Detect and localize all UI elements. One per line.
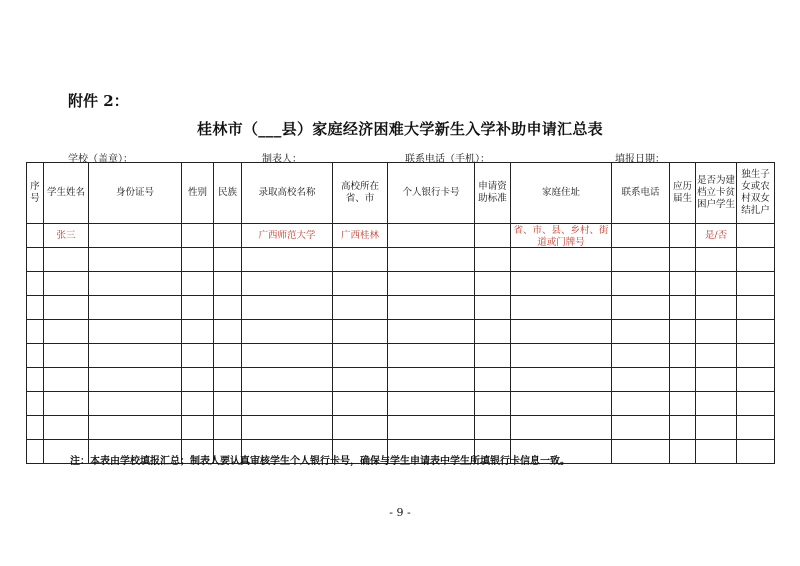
table-row bbox=[27, 392, 775, 416]
table-row bbox=[27, 320, 775, 344]
table-cell[interactable] bbox=[182, 344, 214, 368]
table-cell[interactable] bbox=[670, 224, 696, 248]
table-cell[interactable] bbox=[27, 272, 44, 296]
table-cell[interactable] bbox=[388, 248, 475, 272]
table-cell[interactable] bbox=[670, 296, 696, 320]
table-cell[interactable] bbox=[214, 296, 242, 320]
table-cell[interactable] bbox=[612, 440, 670, 464]
table-cell[interactable] bbox=[612, 272, 670, 296]
table-cell[interactable] bbox=[27, 440, 44, 464]
table-cell[interactable] bbox=[27, 368, 44, 392]
table-cell[interactable] bbox=[737, 272, 775, 296]
table-row bbox=[27, 344, 775, 368]
table-cell[interactable] bbox=[333, 416, 388, 440]
table-cell[interactable] bbox=[89, 392, 182, 416]
table-cell[interactable] bbox=[242, 416, 333, 440]
table-cell[interactable] bbox=[511, 416, 612, 440]
table-cell[interactable] bbox=[89, 344, 182, 368]
table-cell[interactable] bbox=[670, 416, 696, 440]
table-cell[interactable] bbox=[333, 344, 388, 368]
table-cell[interactable] bbox=[214, 368, 242, 392]
table-cell[interactable] bbox=[182, 368, 214, 392]
table-cell[interactable] bbox=[242, 296, 333, 320]
table-cell[interactable] bbox=[89, 224, 182, 248]
column-header: 高校所在省、市 bbox=[333, 163, 388, 224]
column-header: 应历届生 bbox=[670, 163, 696, 224]
table-cell[interactable] bbox=[612, 224, 670, 248]
table-cell[interactable] bbox=[388, 272, 475, 296]
table-cell[interactable] bbox=[182, 296, 214, 320]
table-row bbox=[27, 368, 775, 392]
table-cell[interactable] bbox=[44, 320, 89, 344]
table-cell[interactable] bbox=[696, 392, 737, 416]
table-cell[interactable] bbox=[333, 296, 388, 320]
table-cell[interactable] bbox=[670, 368, 696, 392]
table-cell[interactable] bbox=[670, 248, 696, 272]
column-header: 学生姓名 bbox=[44, 163, 89, 224]
table-cell[interactable] bbox=[27, 392, 44, 416]
table-cell[interactable] bbox=[214, 392, 242, 416]
column-header: 录取高校名称 bbox=[242, 163, 333, 224]
column-header: 是否为建档立卡贫困户学生 bbox=[696, 163, 737, 224]
table-note: 注：本表由学校填报汇总；制表人要认真审核学生个人银行卡号，确保与学生申请表中学生所填银行卡信息一致。 bbox=[70, 456, 570, 467]
table-cell[interactable] bbox=[388, 344, 475, 368]
table-cell[interactable] bbox=[44, 272, 89, 296]
table-cell[interactable] bbox=[44, 296, 89, 320]
table-header-row bbox=[27, 163, 775, 224]
table-cell[interactable] bbox=[182, 224, 214, 248]
table-cell[interactable] bbox=[475, 416, 511, 440]
table-cell[interactable] bbox=[182, 416, 214, 440]
table-cell[interactable] bbox=[475, 272, 511, 296]
table-cell[interactable] bbox=[696, 344, 737, 368]
table-cell[interactable] bbox=[333, 272, 388, 296]
table-cell[interactable] bbox=[242, 272, 333, 296]
table-cell[interactable] bbox=[612, 296, 670, 320]
table-cell[interactable] bbox=[475, 320, 511, 344]
preparer-label: 制表人： bbox=[262, 154, 302, 165]
table-cell[interactable] bbox=[214, 272, 242, 296]
table-cell[interactable] bbox=[242, 368, 333, 392]
table-cell[interactable]: 广西桂林 bbox=[333, 224, 388, 248]
table-cell[interactable] bbox=[612, 368, 670, 392]
table-cell[interactable] bbox=[670, 272, 696, 296]
column-header: 独生子女或农村双女结扎户 bbox=[737, 163, 775, 224]
table-cell[interactable] bbox=[242, 320, 333, 344]
summary-table bbox=[26, 162, 775, 464]
column-header: 身份证号 bbox=[89, 163, 182, 224]
table-row bbox=[27, 248, 775, 272]
table-cell[interactable] bbox=[182, 272, 214, 296]
table-cell[interactable] bbox=[388, 296, 475, 320]
table-cell[interactable] bbox=[388, 224, 475, 248]
table-cell[interactable] bbox=[89, 272, 182, 296]
table-cell[interactable] bbox=[27, 296, 44, 320]
table-cell[interactable] bbox=[612, 320, 670, 344]
table-cell[interactable] bbox=[388, 416, 475, 440]
column-header: 性别 bbox=[182, 163, 214, 224]
column-header: 家庭住址 bbox=[511, 163, 612, 224]
table-cell[interactable] bbox=[612, 416, 670, 440]
table-cell[interactable] bbox=[182, 392, 214, 416]
table-cell[interactable] bbox=[696, 248, 737, 272]
table-cell[interactable]: 是/否 bbox=[696, 224, 737, 248]
table-cell[interactable] bbox=[89, 416, 182, 440]
document-title: 桂林市（___县）家庭经济困难大学新生入学补助申请汇总表 bbox=[197, 120, 603, 138]
table-row bbox=[27, 296, 775, 320]
table-cell[interactable]: 省、市、县、乡村、街道或门牌号 bbox=[511, 224, 612, 248]
table-cell[interactable] bbox=[696, 296, 737, 320]
column-header: 民族 bbox=[214, 163, 242, 224]
table-cell[interactable] bbox=[44, 368, 89, 392]
table-cell[interactable] bbox=[475, 344, 511, 368]
table-cell[interactable] bbox=[737, 440, 775, 464]
table-cell[interactable] bbox=[612, 344, 670, 368]
table-cell[interactable] bbox=[511, 248, 612, 272]
table-cell[interactable] bbox=[612, 248, 670, 272]
column-header: 联系电话 bbox=[612, 163, 670, 224]
table-cell[interactable] bbox=[475, 296, 511, 320]
table-cell[interactable] bbox=[333, 392, 388, 416]
table-cell[interactable]: 张三 bbox=[44, 224, 89, 248]
table-cell[interactable] bbox=[333, 320, 388, 344]
table-cell[interactable] bbox=[214, 344, 242, 368]
table-cell[interactable] bbox=[670, 344, 696, 368]
table-cell[interactable] bbox=[214, 416, 242, 440]
table-cell[interactable] bbox=[737, 392, 775, 416]
table-cell[interactable] bbox=[511, 320, 612, 344]
table-cell[interactable] bbox=[89, 248, 182, 272]
table-cell[interactable] bbox=[737, 248, 775, 272]
table-cell[interactable] bbox=[511, 272, 612, 296]
table-cell[interactable] bbox=[511, 368, 612, 392]
school-seal-label: 学校（盖章）： bbox=[68, 154, 133, 165]
table-cell[interactable] bbox=[44, 416, 89, 440]
table-cell[interactable] bbox=[388, 368, 475, 392]
table-cell[interactable] bbox=[214, 224, 242, 248]
attachment-label: 附件 2： bbox=[68, 92, 129, 110]
table-cell[interactable] bbox=[737, 296, 775, 320]
table-cell[interactable] bbox=[333, 248, 388, 272]
table-cell[interactable] bbox=[475, 224, 511, 248]
table-cell[interactable] bbox=[696, 368, 737, 392]
table-cell[interactable] bbox=[89, 296, 182, 320]
table-cell[interactable] bbox=[27, 224, 44, 248]
table-cell[interactable] bbox=[89, 320, 182, 344]
phone-label: 联系电话（手机）： bbox=[405, 154, 490, 165]
table-cell[interactable] bbox=[737, 344, 775, 368]
table-cell[interactable] bbox=[737, 320, 775, 344]
table-cell[interactable] bbox=[475, 392, 511, 416]
table-cell[interactable]: 广西师范大学 bbox=[242, 224, 333, 248]
table-cell[interactable] bbox=[696, 416, 737, 440]
table-cell[interactable] bbox=[475, 248, 511, 272]
table-cell[interactable] bbox=[242, 344, 333, 368]
table-row-sample bbox=[27, 224, 775, 248]
table-cell[interactable] bbox=[696, 320, 737, 344]
table-cell[interactable] bbox=[214, 248, 242, 272]
table-cell[interactable] bbox=[27, 320, 44, 344]
table-cell[interactable] bbox=[670, 320, 696, 344]
table-cell[interactable] bbox=[89, 368, 182, 392]
date-label: 填报日期： bbox=[615, 154, 665, 165]
table-cell[interactable] bbox=[475, 368, 511, 392]
table-cell[interactable] bbox=[242, 248, 333, 272]
table-cell[interactable] bbox=[737, 224, 775, 248]
table-cell[interactable] bbox=[214, 320, 242, 344]
table-cell[interactable] bbox=[333, 368, 388, 392]
table-cell[interactable] bbox=[27, 344, 44, 368]
table-cell[interactable] bbox=[737, 368, 775, 392]
table-cell[interactable] bbox=[44, 248, 89, 272]
table-cell[interactable] bbox=[670, 440, 696, 464]
table-cell[interactable] bbox=[388, 320, 475, 344]
page-number: - 9 - bbox=[389, 506, 411, 519]
table-cell[interactable] bbox=[27, 416, 44, 440]
table-cell[interactable] bbox=[511, 296, 612, 320]
table-cell[interactable] bbox=[182, 248, 214, 272]
table-cell[interactable] bbox=[696, 272, 737, 296]
table-cell[interactable] bbox=[44, 392, 89, 416]
table-cell[interactable] bbox=[388, 392, 475, 416]
table-cell[interactable] bbox=[511, 344, 612, 368]
table-cell[interactable] bbox=[182, 320, 214, 344]
table-cell[interactable] bbox=[696, 440, 737, 464]
column-header: 申请资助标准 bbox=[475, 163, 511, 224]
table-cell[interactable] bbox=[737, 416, 775, 440]
table-row bbox=[27, 272, 775, 296]
table-cell[interactable] bbox=[242, 392, 333, 416]
table-cell[interactable] bbox=[27, 248, 44, 272]
table-cell[interactable] bbox=[511, 392, 612, 416]
table-row bbox=[27, 416, 775, 440]
column-header: 序号 bbox=[27, 163, 44, 224]
table-cell[interactable] bbox=[44, 344, 89, 368]
column-header: 个人银行卡号 bbox=[388, 163, 475, 224]
table-cell[interactable] bbox=[670, 392, 696, 416]
table-cell[interactable] bbox=[612, 392, 670, 416]
